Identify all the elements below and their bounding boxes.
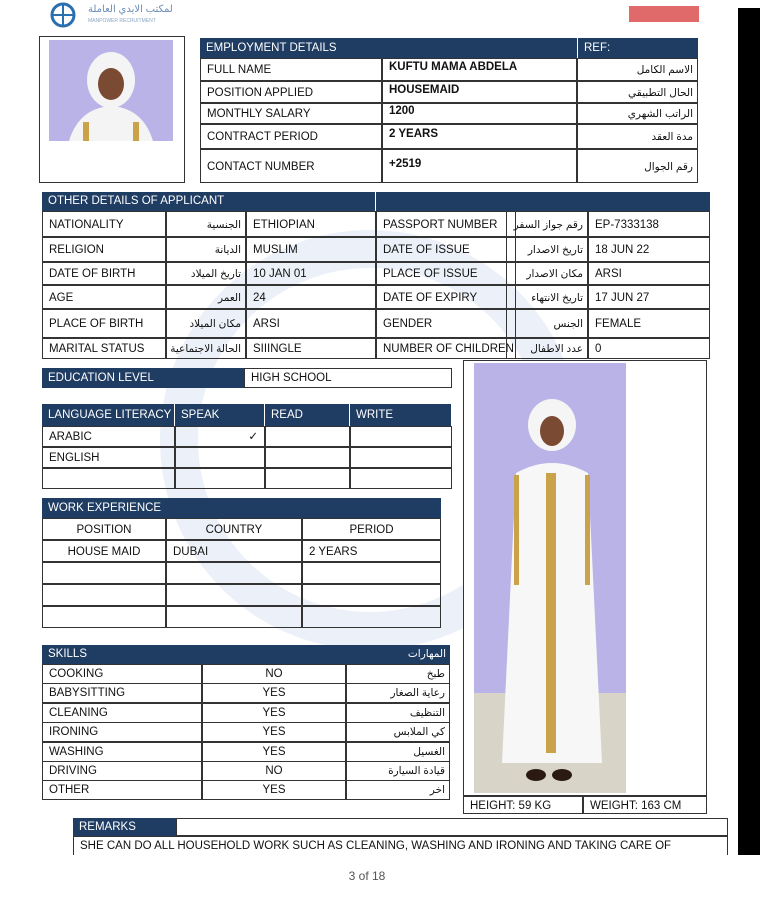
work-cell-position: HOUSE MAID xyxy=(42,540,166,562)
other-left-label: PLACE OF BIRTH xyxy=(42,309,166,338)
language-cell-speak: ✓ xyxy=(175,426,265,447)
skill-value: YES xyxy=(202,722,346,742)
other-left-value: SIIINGLE xyxy=(246,338,376,359)
page-indicator[interactable]: 3 of 18 xyxy=(348,869,386,883)
employment-row-label-ar: الاسم الكامل xyxy=(577,58,698,81)
skill-value: YES xyxy=(202,742,346,762)
skill-value: NO xyxy=(202,761,346,781)
other-right-label: GENDER xyxy=(376,309,516,338)
other-left-label: NATIONALITY xyxy=(42,211,166,237)
other-left-label-ar: الجنسية xyxy=(166,211,246,237)
full-body-photo-frame xyxy=(463,360,707,796)
other-right-label-ar: رقم جواز السفر xyxy=(506,211,588,237)
other-right-value: ARSI xyxy=(588,262,710,285)
skill-value: YES xyxy=(202,683,346,703)
other-right-label-ar: عدد الاطفال xyxy=(506,338,588,359)
other-left-label: DATE OF BIRTH xyxy=(42,262,166,285)
work-cell-country xyxy=(166,562,302,584)
other-left-label-ar: تاريخ الميلاد xyxy=(166,262,246,285)
language-header-1: SPEAK xyxy=(175,404,265,426)
language-cell-lang: ARABIC xyxy=(42,426,175,447)
employment-row-label: FULL NAME xyxy=(200,58,382,81)
skill-name-ar: طبخ xyxy=(346,664,450,684)
other-left-label-ar: الديانة xyxy=(166,237,246,262)
language-cell-read xyxy=(265,447,350,468)
work-cell-period xyxy=(302,584,441,606)
other-right-value: FEMALE xyxy=(588,309,710,338)
remarks-header: REMARKS xyxy=(73,818,176,836)
work-cell-country xyxy=(166,606,302,628)
skills-header: SKILLS xyxy=(42,645,270,664)
work-cell-country: DUBAI xyxy=(166,540,302,562)
language-cell-read xyxy=(265,468,350,489)
language-cell-read xyxy=(265,426,350,447)
language-cell-speak xyxy=(175,447,265,468)
other-left-label-ar: مكان الميلاد xyxy=(166,309,246,338)
language-cell-speak xyxy=(175,468,265,489)
work-cell-period: 2 YEARS xyxy=(302,540,441,562)
work-experience-header-fill xyxy=(164,498,441,518)
logo-text-ar: لمكتب الايدي العاملة xyxy=(88,4,173,15)
skill-name: CLEANING xyxy=(42,703,202,723)
work-cell-position xyxy=(42,562,166,584)
employment-row-label-ar: مدة العقد xyxy=(577,124,698,149)
skill-name-ar: الغسيل xyxy=(346,742,450,762)
skill-value: YES xyxy=(202,780,346,800)
skill-name: IRONING xyxy=(42,722,202,742)
work-cell-position xyxy=(42,584,166,606)
work-column-1: COUNTRY xyxy=(166,518,302,540)
work-column-2: PERIOD xyxy=(302,518,441,540)
skill-name-ar: قيادة السيارة xyxy=(346,761,450,781)
flag-badge xyxy=(629,6,699,22)
employment-row-value: 2 YEARS xyxy=(382,124,577,149)
work-cell-country xyxy=(166,584,302,606)
skill-name-ar: التنظيف xyxy=(346,703,450,723)
other-left-value: 24 xyxy=(246,285,376,309)
other-left-label-ar: الحالة الاجتماعية xyxy=(166,338,246,359)
language-header-0: LANGUAGE LITERACY xyxy=(42,404,175,426)
full-body-photo xyxy=(474,363,626,793)
other-left-label-ar: العمر xyxy=(166,285,246,309)
employment-row-value: 1200 xyxy=(382,103,577,124)
weight-value: WEIGHT: 163 CM xyxy=(583,796,707,814)
skill-name: DRIVING xyxy=(42,761,202,781)
other-details-header-right xyxy=(376,192,710,211)
other-left-value: ARSI xyxy=(246,309,376,338)
other-right-label: DATE OF EXPIRY xyxy=(376,285,516,309)
education-label: EDUCATION LEVEL xyxy=(42,368,244,388)
employment-row-value: +2519 xyxy=(382,149,577,183)
work-column-0: POSITION xyxy=(42,518,166,540)
other-left-value: MUSLIM xyxy=(246,237,376,262)
other-right-label: DATE OF ISSUE xyxy=(376,237,516,262)
other-right-label-ar: مكان الاصدار xyxy=(506,262,588,285)
other-right-label-ar: تاريخ الانتهاء xyxy=(506,285,588,309)
employment-row-label: CONTACT NUMBER xyxy=(200,149,382,183)
viewer-footer xyxy=(0,855,760,897)
remarks-header-row xyxy=(176,818,728,836)
skill-name: COOKING xyxy=(42,664,202,684)
work-cell-period xyxy=(302,606,441,628)
employment-row-label: POSITION APPLIED xyxy=(200,81,382,103)
other-details-header: OTHER DETAILS OF APPLICANT xyxy=(42,192,375,211)
skills-header-ar: المهارات xyxy=(270,645,450,664)
other-right-value: 0 xyxy=(588,338,710,359)
profile-photo xyxy=(49,40,173,141)
language-header-2: READ xyxy=(265,404,350,426)
language-header-3: WRITE xyxy=(350,404,452,426)
language-cell-write xyxy=(350,426,452,447)
remarks-text: SHE CAN DO ALL HOUSEHOLD WORK SUCH AS CLEANING, WASHING AND IRONING AND TAKING CARE OF xyxy=(73,836,728,856)
other-left-label: MARITAL STATUS xyxy=(42,338,166,359)
other-left-value: ETHIOPIAN xyxy=(246,211,376,237)
other-right-value: 17 JUN 27 xyxy=(588,285,710,309)
employment-row-label-ar: الراتب الشهري xyxy=(577,103,698,124)
other-left-label: AGE xyxy=(42,285,166,309)
height-value: HEIGHT: 59 KG xyxy=(463,796,583,814)
education-value: HIGH SCHOOL xyxy=(244,368,452,388)
employment-row-label: MONTHLY SALARY xyxy=(200,103,382,124)
skill-name-ar: كي الملابس xyxy=(346,722,450,742)
employment-row-label-ar: رقم الجوال xyxy=(577,149,698,183)
logo-text-en: MANPOWER RECRUITMENT xyxy=(88,18,156,24)
skill-name-ar: اخر xyxy=(346,780,450,800)
language-cell-lang: ENGLISH xyxy=(42,447,175,468)
other-right-label-ar: تاريخ الاصدار xyxy=(506,237,588,262)
skill-name: WASHING xyxy=(42,742,202,762)
skill-name-ar: رعاية الصغار xyxy=(346,683,450,703)
work-cell-period xyxy=(302,562,441,584)
other-right-label: NUMBER OF CHILDREN xyxy=(376,338,516,359)
language-cell-lang xyxy=(42,468,175,489)
employment-row-label: CONTRACT PERIOD xyxy=(200,124,382,149)
work-experience-header: WORK EXPERIENCE xyxy=(42,498,164,518)
employment-row-value: KUFTU MAMA ABDELA xyxy=(382,58,577,81)
ref-label: REF: xyxy=(577,38,698,58)
language-cell-write xyxy=(350,468,452,489)
other-right-label: PASSPORT NUMBER xyxy=(376,211,516,237)
other-right-label-ar: الجنس xyxy=(506,309,588,338)
other-right-value: EP-7333138 xyxy=(588,211,710,237)
agency-logo xyxy=(44,2,184,30)
globe-logo-icon xyxy=(44,2,82,28)
other-right-value: 18 JUN 22 xyxy=(588,237,710,262)
profile-photo-frame xyxy=(39,36,185,183)
other-right-label: PLACE OF ISSUE xyxy=(376,262,516,285)
skill-value: NO xyxy=(202,664,346,684)
skill-value: YES xyxy=(202,703,346,723)
scan-edge xyxy=(738,8,760,855)
employment-row-label-ar: الحال التطبيقي xyxy=(577,81,698,103)
other-left-label: RELIGION xyxy=(42,237,166,262)
other-left-value: 10 JAN 01 xyxy=(246,262,376,285)
skill-name: OTHER xyxy=(42,780,202,800)
work-cell-position xyxy=(42,606,166,628)
language-cell-write xyxy=(350,447,452,468)
employment-header: EMPLOYMENT DETAILS xyxy=(200,38,577,58)
skill-name: BABYSITTING xyxy=(42,683,202,703)
employment-row-value: HOUSEMAID xyxy=(382,81,577,103)
